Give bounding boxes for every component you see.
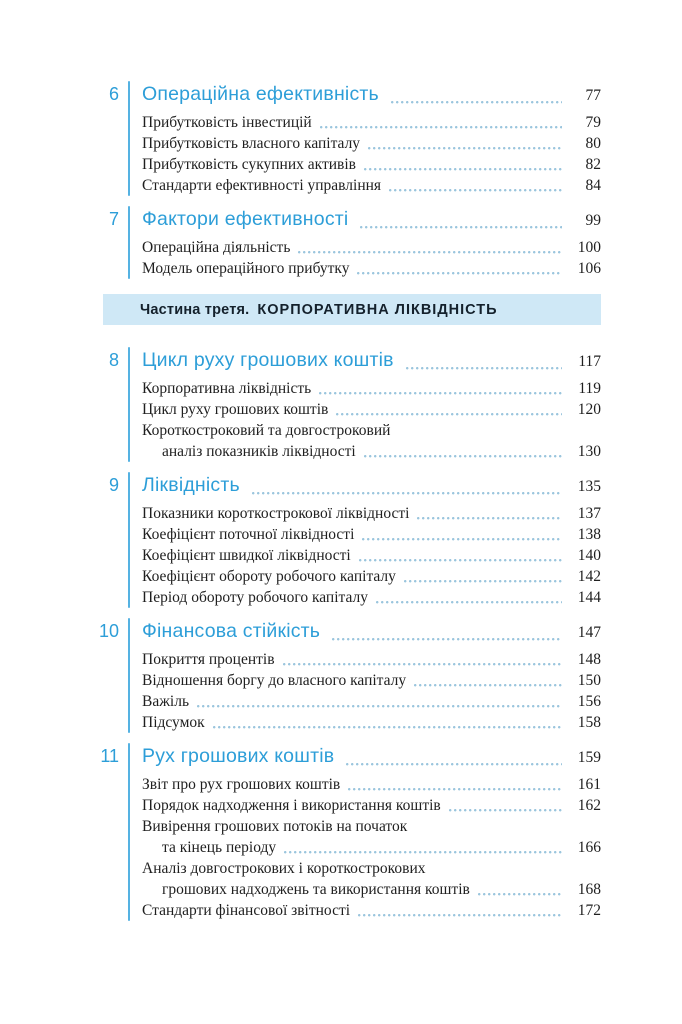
chapter-title-row <box>142 472 601 500</box>
entry-page-number: 82 <box>585 156 601 173</box>
toc-entry-row <box>142 154 601 175</box>
entry-page-number: 172 <box>577 902 601 919</box>
toc-entry-text: Стандарти фінансової звітності <box>142 902 351 919</box>
chapter-number: 11 <box>100 746 119 766</box>
chapter-title: Ліквідність <box>142 474 240 496</box>
chapter-block <box>93 743 601 921</box>
toc-entry-text: Показники короткострокової ліквідності <box>142 505 410 522</box>
dot-leader <box>414 684 562 687</box>
toc-entry-text: Відношення боргу до власного капіталу <box>142 672 407 689</box>
toc-entry-text: Операційна діяльність <box>142 239 291 256</box>
chapter-block <box>93 472 601 608</box>
toc-entry-row <box>142 816 601 837</box>
toc-entry-row <box>142 545 601 566</box>
entry-page-number: 80 <box>585 135 601 152</box>
toc-entry-row <box>142 712 601 733</box>
chapter-page-number: 117 <box>578 353 601 370</box>
entry-page-number: 168 <box>577 881 601 898</box>
chapter-title: Рух грошових коштів <box>142 745 335 767</box>
toc-entry-text: Аналіз довгострокових і короткострокових <box>142 860 426 877</box>
dot-leader <box>332 638 562 641</box>
chapter-rule <box>128 347 130 462</box>
dot-leader <box>389 189 562 192</box>
chapter-rule <box>128 206 130 279</box>
chapter-rule <box>128 618 130 733</box>
entry-page-number: 140 <box>577 547 601 564</box>
dot-leader <box>391 101 562 104</box>
dot-leader <box>213 726 562 729</box>
chapter-block <box>93 206 601 279</box>
toc-entry-row <box>142 879 601 900</box>
chapter-number: 9 <box>108 475 119 495</box>
dot-leader <box>284 851 562 854</box>
toc-entry-row <box>142 670 601 691</box>
chapter-title-row <box>142 618 601 646</box>
toc-entry-text: Вивірення грошових потоків на початок <box>142 818 408 835</box>
dot-leader <box>376 601 562 604</box>
dot-leader <box>359 559 562 562</box>
dot-leader <box>478 893 562 896</box>
toc-entry-row <box>142 858 601 879</box>
part-number-label: Частина третя. <box>140 301 250 318</box>
toc-entry-row <box>142 133 601 154</box>
toc-entry-row <box>142 774 601 795</box>
toc-entry-text: Прибутковість інвестицій <box>142 114 312 131</box>
toc-entry-row <box>142 795 601 816</box>
toc-entry-row <box>142 258 601 279</box>
dot-leader <box>358 914 562 917</box>
chapter-rule <box>128 472 130 608</box>
entry-page-number: 137 <box>577 505 601 522</box>
chapter-title: Фактори ефективності <box>142 208 349 230</box>
dot-leader <box>364 168 562 171</box>
toc-entry-text: Підсумок <box>142 714 205 731</box>
chapter-number: 8 <box>108 350 119 370</box>
dot-leader <box>404 580 562 583</box>
toc-entry-row <box>142 649 601 670</box>
toc-entry-row <box>142 399 601 420</box>
entry-page-number: 150 <box>577 672 601 689</box>
entry-page-number: 106 <box>577 260 601 277</box>
dot-leader <box>360 226 562 229</box>
chapter-body <box>142 81 601 196</box>
entry-page-number: 166 <box>577 839 601 856</box>
toc-entry-text: Цикл руху грошових коштів <box>142 401 329 418</box>
entry-page-number: 100 <box>577 239 601 256</box>
toc-entry-text: та кінець періоду <box>162 839 277 856</box>
dot-leader <box>368 147 562 150</box>
chapter-rule <box>128 743 130 921</box>
chapter-body <box>142 206 601 279</box>
toc-entry-text: Коефіцієнт поточної ліквідності <box>142 526 355 543</box>
toc-entry-text: Модель операційного прибутку <box>142 260 350 277</box>
chapter-body <box>142 347 601 462</box>
dot-leader <box>364 455 562 458</box>
chapter-title-row <box>142 347 601 375</box>
toc-entry-text: аналіз показників ліквідності <box>162 443 356 460</box>
chapter-block <box>93 347 601 462</box>
entry-page-number: 162 <box>577 797 601 814</box>
toc-entry-row <box>142 837 601 858</box>
dot-leader <box>336 413 562 416</box>
chapter-number: 6 <box>108 84 119 104</box>
dot-leader <box>283 663 562 666</box>
toc-entry-row <box>142 175 601 196</box>
toc-entry-text: Порядок надходження і використання коштів <box>142 797 441 814</box>
toc-entry-row <box>142 524 601 545</box>
entry-page-number: 156 <box>577 693 601 710</box>
part-banner <box>103 294 601 325</box>
chapter-title-row <box>142 206 601 234</box>
entry-page-number: 79 <box>585 114 601 131</box>
dot-leader <box>362 538 562 541</box>
chapter-title: Цикл руху грошових коштів <box>142 349 394 371</box>
chapter-page-number: 77 <box>585 87 601 104</box>
chapter-title-row <box>142 81 601 109</box>
chapter-page-number: 147 <box>577 624 601 641</box>
chapter-title: Операційна ефективність <box>142 83 379 105</box>
dot-leader <box>357 272 562 275</box>
dot-leader <box>346 763 562 766</box>
toc-entry-text: Корпоративна ліквідність <box>142 380 312 397</box>
chapter-page-number: 159 <box>577 749 601 766</box>
dot-leader <box>252 492 562 495</box>
entry-page-number: 158 <box>577 714 601 731</box>
toc-entry-row <box>142 237 601 258</box>
chapter-number: 7 <box>108 209 119 229</box>
toc-entry-text: Коефіцієнт обороту робочого капіталу <box>142 568 396 585</box>
chapter-body <box>142 618 601 733</box>
dot-leader <box>406 367 562 370</box>
entry-page-number: 84 <box>585 177 601 194</box>
toc-entry-row <box>142 441 601 462</box>
chapter-page-number: 135 <box>577 478 601 495</box>
toc-entry-text: Прибутковість власного капіталу <box>142 135 361 152</box>
dot-leader <box>348 788 562 791</box>
toc-entry-text: Короткостроковий та довгостроковий <box>142 422 391 439</box>
toc-entry-row <box>142 112 601 133</box>
toc-entry-row <box>142 900 601 921</box>
dot-leader <box>417 517 562 520</box>
chapter-block <box>93 81 601 196</box>
entry-page-number: 148 <box>577 651 601 668</box>
chapter-page-number: 99 <box>585 212 601 229</box>
chapter-body <box>142 472 601 608</box>
toc-entry-row <box>142 503 601 524</box>
toc-entry-text: Прибутковість сукупних активів <box>142 156 356 173</box>
entry-page-number: 144 <box>577 589 601 606</box>
toc-entry-text: Звіт про рух грошових коштів <box>142 776 341 793</box>
chapter-title-row <box>142 743 601 771</box>
toc-entry-row <box>142 691 601 712</box>
toc-entry-text: грошових надходжень та використання коштів <box>162 881 470 898</box>
entry-page-number: 130 <box>577 443 601 460</box>
chapter-block <box>93 618 601 733</box>
entry-page-number: 138 <box>577 526 601 543</box>
toc-entry-text: Покриття процентів <box>142 651 275 668</box>
entry-page-number: 161 <box>577 776 601 793</box>
dot-leader <box>319 392 562 395</box>
toc-entry-text: Стандарти ефективності управління <box>142 177 382 194</box>
dot-leader <box>197 705 562 708</box>
toc-entry-row <box>142 566 601 587</box>
entry-page-number: 119 <box>578 380 601 397</box>
dot-leader <box>449 809 562 812</box>
toc-entry-row <box>142 420 601 441</box>
toc-entry-text: Коефіцієнт швидкої ліквідності <box>142 547 351 564</box>
chapter-rule <box>128 81 130 196</box>
toc-entry-text: Період обороту робочого капіталу <box>142 589 368 606</box>
toc-entry-row <box>142 587 601 608</box>
toc-entry-row <box>142 378 601 399</box>
entry-page-number: 142 <box>577 568 601 585</box>
part-title: КОРПОРАТИВНА ЛІКВІДНІСТЬ <box>257 301 498 318</box>
entry-page-number: 120 <box>577 401 601 418</box>
chapter-body <box>142 743 601 921</box>
chapter-title: Фінансова стійкість <box>142 620 321 642</box>
dot-leader <box>320 126 562 129</box>
dot-leader <box>298 251 562 254</box>
toc-entry-text: Важіль <box>142 693 190 710</box>
chapter-number: 10 <box>98 621 119 641</box>
